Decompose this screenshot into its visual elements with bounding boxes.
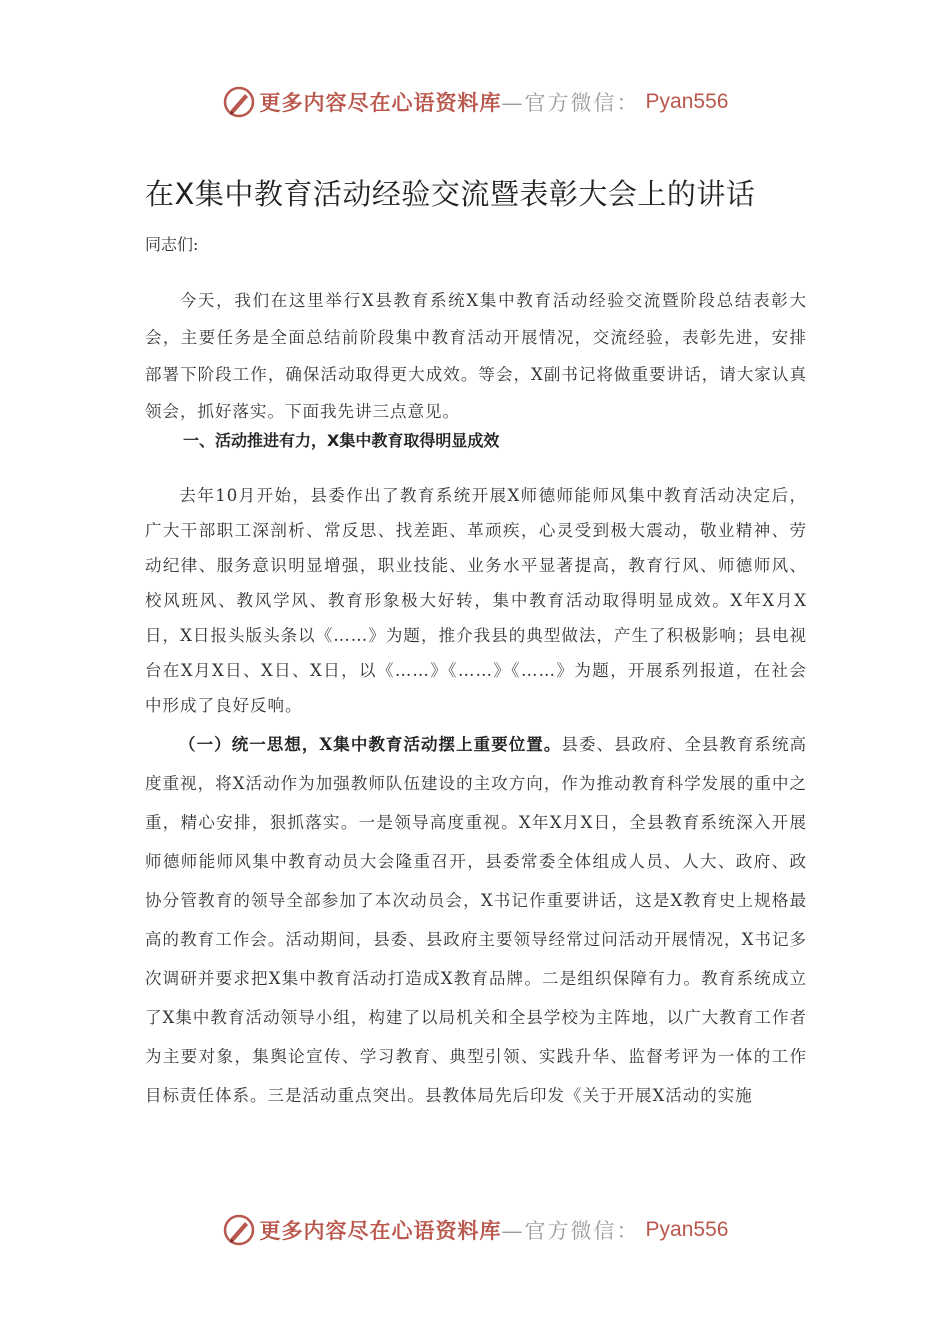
pen-logo-icon [222,1213,256,1247]
watermark-banner-top [0,82,950,122]
watermark-id-text: Pyan556 [645,1218,729,1241]
paragraph-unify-thinking-text: 县委、县政府、全县教育系统高度重视，将X活动作为加强教师队伍建设的主攻方向，作为推动教育科学发展的重中之重，精心安排，狠抓落实。一是领导高度重视。X年X月X日，全县教育系统深入开展师德师能师风集中教育动员大会隆重召开，县委常委全体组成人员、人大、政府、政协分管教育的领导全部参加了本次动员会，X书记作重要讲话，这是X教育史上规格最高的教育工作会。活动期间，县委、县政府主要领导经常过问活动开展情况，X书记多次调研并要求把X集中教育活动打造成X教育品牌。二是组织保障有力。教育系统成立了X集中教育活动领导小组，构建了以局机关和全县学校为主阵地，以广大教育工作者为主要对象，集舆论宣传、学习教育、典型引领、实践升华、监督考评为一体的工作目标责任体系。三是活动重点突出。县教体局先后印发《关于开展X活动的实施 [145,735,807,1105]
paragraph-results [145,478,807,723]
paragraph-results-text: 去年10月开始，县委作出了教育系统开展X师德师能师风集中教育活动决定后，广大干部职工深剖析、常反思、找差距、革顽疾，心灵受到极大震动，敬业精神、劳动纪律、服务意识明显增强，职业技能、业务水平显著提高，教育行风、师德师风、校风班风、教风学风、教育形象极大好转，集中教育活动取得明显成效。X年X月X日，X日报头版头条以《……》为题，推介我县的典型做法，产生了积极影响；县电视台在X月X日、X日、X日，以《……》《……》《……》为题，开展系列报道，在社会中形成了良好反响。 [145,486,807,715]
document-title: 在X集中教育活动经验交流暨表彰大会上的讲话 [145,177,756,211]
paragraph-intro [145,282,807,430]
section-heading-1: 一、活动推进有力，X集中教育取得明显成效 [183,431,500,450]
greeting: 同志们: [145,235,199,254]
watermark-main-text: 更多内容尽在心语资料库 [259,90,502,115]
subsection-lead: （一）统一思想，X集中教育活动摆上重要位置。 [179,735,562,754]
watermark-sub-text: —官方微信： [501,91,640,115]
watermark-sub-text: —官方微信： [501,1219,640,1243]
paragraph-unify-thinking [145,725,807,1115]
pen-logo-icon [222,85,256,119]
watermark-id-text: Pyan556 [645,90,729,113]
watermark-main-text: 更多内容尽在心语资料库 [259,1218,502,1243]
paragraph-intro-text: 今天，我们在这里举行X县教育系统X集中教育活动经验交流暨阶段总结表彰大会，主要任务是全面总结前阶段集中教育活动开展情况，交流经验，表彰先进，安排部署下阶段工作，确保活动取得更大成效。等会，X副书记将做重要讲话，请大家认真领会，抓好落实。下面我先讲三点意见。 [145,291,807,421]
watermark-banner-bottom [0,1210,950,1250]
